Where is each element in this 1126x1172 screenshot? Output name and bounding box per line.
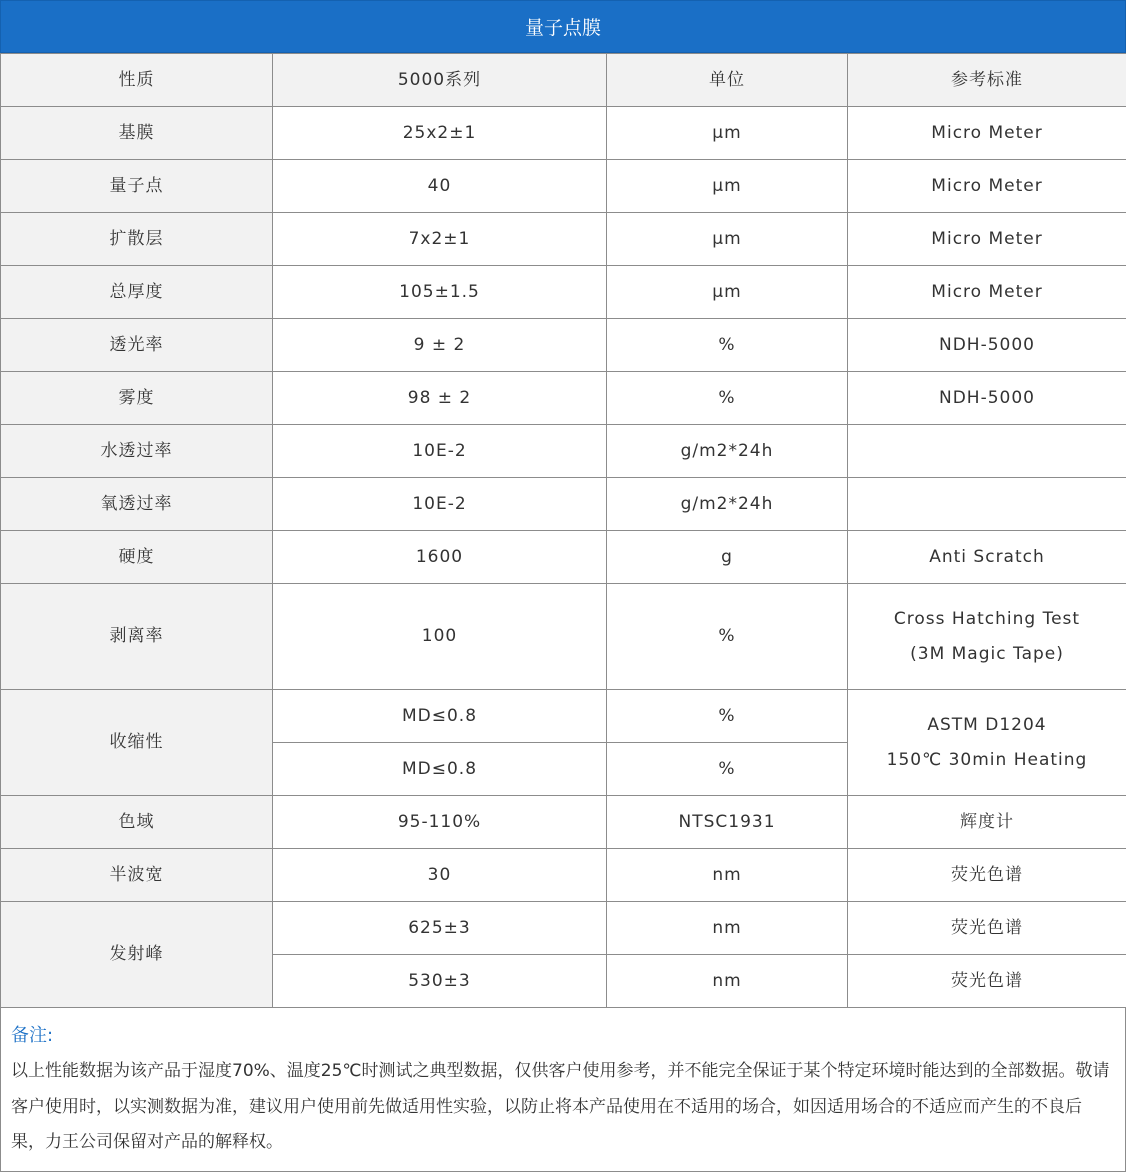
property-cell: 氧透过率 bbox=[1, 478, 273, 531]
header-row bbox=[1, 54, 1126, 107]
property-cell: 量子点 bbox=[1, 160, 273, 213]
value-cell: 25x2±1 bbox=[273, 107, 607, 160]
unit-cell: % bbox=[607, 584, 848, 690]
standard-cell: Micro Meter bbox=[848, 160, 1126, 213]
standard-cell: Anti Scratch bbox=[848, 531, 1126, 584]
unit-cell: nm bbox=[607, 902, 848, 955]
notes-section bbox=[0, 1008, 1126, 1172]
property-cell: 扩散层 bbox=[1, 213, 273, 266]
value-cell: 530±3 bbox=[273, 955, 607, 1008]
property-cell: 雾度 bbox=[1, 372, 273, 425]
property-cell: 发射峰 bbox=[1, 902, 273, 1008]
value-cell: 98 ± 2 bbox=[273, 372, 607, 425]
value-cell: 30 bbox=[273, 849, 607, 902]
property-cell: 基膜 bbox=[1, 107, 273, 160]
header-series: 5000系列 bbox=[273, 54, 607, 107]
property-cell: 色域 bbox=[1, 796, 273, 849]
table-row bbox=[1, 531, 1126, 584]
value-cell: 95-110% bbox=[273, 796, 607, 849]
unit-cell: % bbox=[607, 372, 848, 425]
standard-cell: NDH-5000 bbox=[848, 319, 1126, 372]
notes-text: 以上性能数据为该产品于湿度70%、温度25℃时测试之典型数据，仅供客户使用参考，并不能完全保证于某个特定环境时能达到的全部数据。敬请客户使用时，以实测数据为准，建议用户使用前先做适用性实验，以防止将本产品使用在不适用的场合，如因适用场合的不适应而产生的不良后果，力王公司保留对产品的解释权。 bbox=[11, 1054, 1115, 1161]
table-title: 量子点膜 bbox=[0, 0, 1126, 53]
standard-cell: NDH-5000 bbox=[848, 372, 1126, 425]
property-cell: 水透过率 bbox=[1, 425, 273, 478]
unit-cell: % bbox=[607, 319, 848, 372]
table-row bbox=[1, 690, 1126, 743]
standard-cell: 辉度计 bbox=[848, 796, 1126, 849]
unit-cell: μm bbox=[607, 160, 848, 213]
table-row bbox=[1, 372, 1126, 425]
unit-cell: NTSC1931 bbox=[607, 796, 848, 849]
spec-table bbox=[0, 53, 1126, 1008]
value-cell: MD≤0.8 bbox=[273, 743, 607, 796]
property-cell: 硬度 bbox=[1, 531, 273, 584]
standard-line: 150℃ 30min Heating bbox=[848, 743, 1126, 778]
unit-cell: g/m2*24h bbox=[607, 478, 848, 531]
standard-cell: Micro Meter bbox=[848, 107, 1126, 160]
value-cell: 10E-2 bbox=[273, 425, 607, 478]
header-unit: 单位 bbox=[607, 54, 848, 107]
unit-cell: μm bbox=[607, 213, 848, 266]
value-cell: 40 bbox=[273, 160, 607, 213]
value-cell: 10E-2 bbox=[273, 478, 607, 531]
standard-cell bbox=[848, 478, 1126, 531]
standard-cell bbox=[848, 584, 1126, 690]
unit-cell: g/m2*24h bbox=[607, 425, 848, 478]
table-row bbox=[1, 266, 1126, 319]
standard-cell: 荧光色谱 bbox=[848, 849, 1126, 902]
standard-cell bbox=[848, 425, 1126, 478]
value-cell: 9 ± 2 bbox=[273, 319, 607, 372]
table-row bbox=[1, 849, 1126, 902]
property-cell: 总厚度 bbox=[1, 266, 273, 319]
unit-cell: % bbox=[607, 690, 848, 743]
unit-cell: μm bbox=[607, 266, 848, 319]
unit-cell: μm bbox=[607, 107, 848, 160]
value-cell: 7x2±1 bbox=[273, 213, 607, 266]
table-row bbox=[1, 584, 1126, 690]
header-standard: 参考标准 bbox=[848, 54, 1126, 107]
table-row bbox=[1, 107, 1126, 160]
table-row bbox=[1, 796, 1126, 849]
property-cell: 半波宽 bbox=[1, 849, 273, 902]
value-cell: 1600 bbox=[273, 531, 607, 584]
standard-line: (3M Magic Tape) bbox=[848, 637, 1126, 672]
standard-line: Cross Hatching Test bbox=[848, 602, 1126, 637]
unit-cell: nm bbox=[607, 849, 848, 902]
value-cell: MD≤0.8 bbox=[273, 690, 607, 743]
table-row bbox=[1, 478, 1126, 531]
standard-cell: 荧光色谱 bbox=[848, 902, 1126, 955]
table-row bbox=[1, 425, 1126, 478]
unit-cell: g bbox=[607, 531, 848, 584]
header-property: 性质 bbox=[1, 54, 273, 107]
standard-cell: Micro Meter bbox=[848, 266, 1126, 319]
property-cell: 透光率 bbox=[1, 319, 273, 372]
standard-cell bbox=[848, 690, 1126, 796]
table-row bbox=[1, 160, 1126, 213]
property-cell: 收缩性 bbox=[1, 690, 273, 796]
standard-cell: 荧光色谱 bbox=[848, 955, 1126, 1008]
value-cell: 100 bbox=[273, 584, 607, 690]
table-row bbox=[1, 902, 1126, 955]
property-cell: 剥离率 bbox=[1, 584, 273, 690]
notes-title: 备注: bbox=[11, 1018, 1115, 1054]
unit-cell: % bbox=[607, 743, 848, 796]
standard-cell: Micro Meter bbox=[848, 213, 1126, 266]
value-cell: 105±1.5 bbox=[273, 266, 607, 319]
unit-cell: nm bbox=[607, 955, 848, 1008]
standard-line: ASTM D1204 bbox=[848, 708, 1126, 743]
table-row bbox=[1, 213, 1126, 266]
table-row bbox=[1, 319, 1126, 372]
value-cell: 625±3 bbox=[273, 902, 607, 955]
